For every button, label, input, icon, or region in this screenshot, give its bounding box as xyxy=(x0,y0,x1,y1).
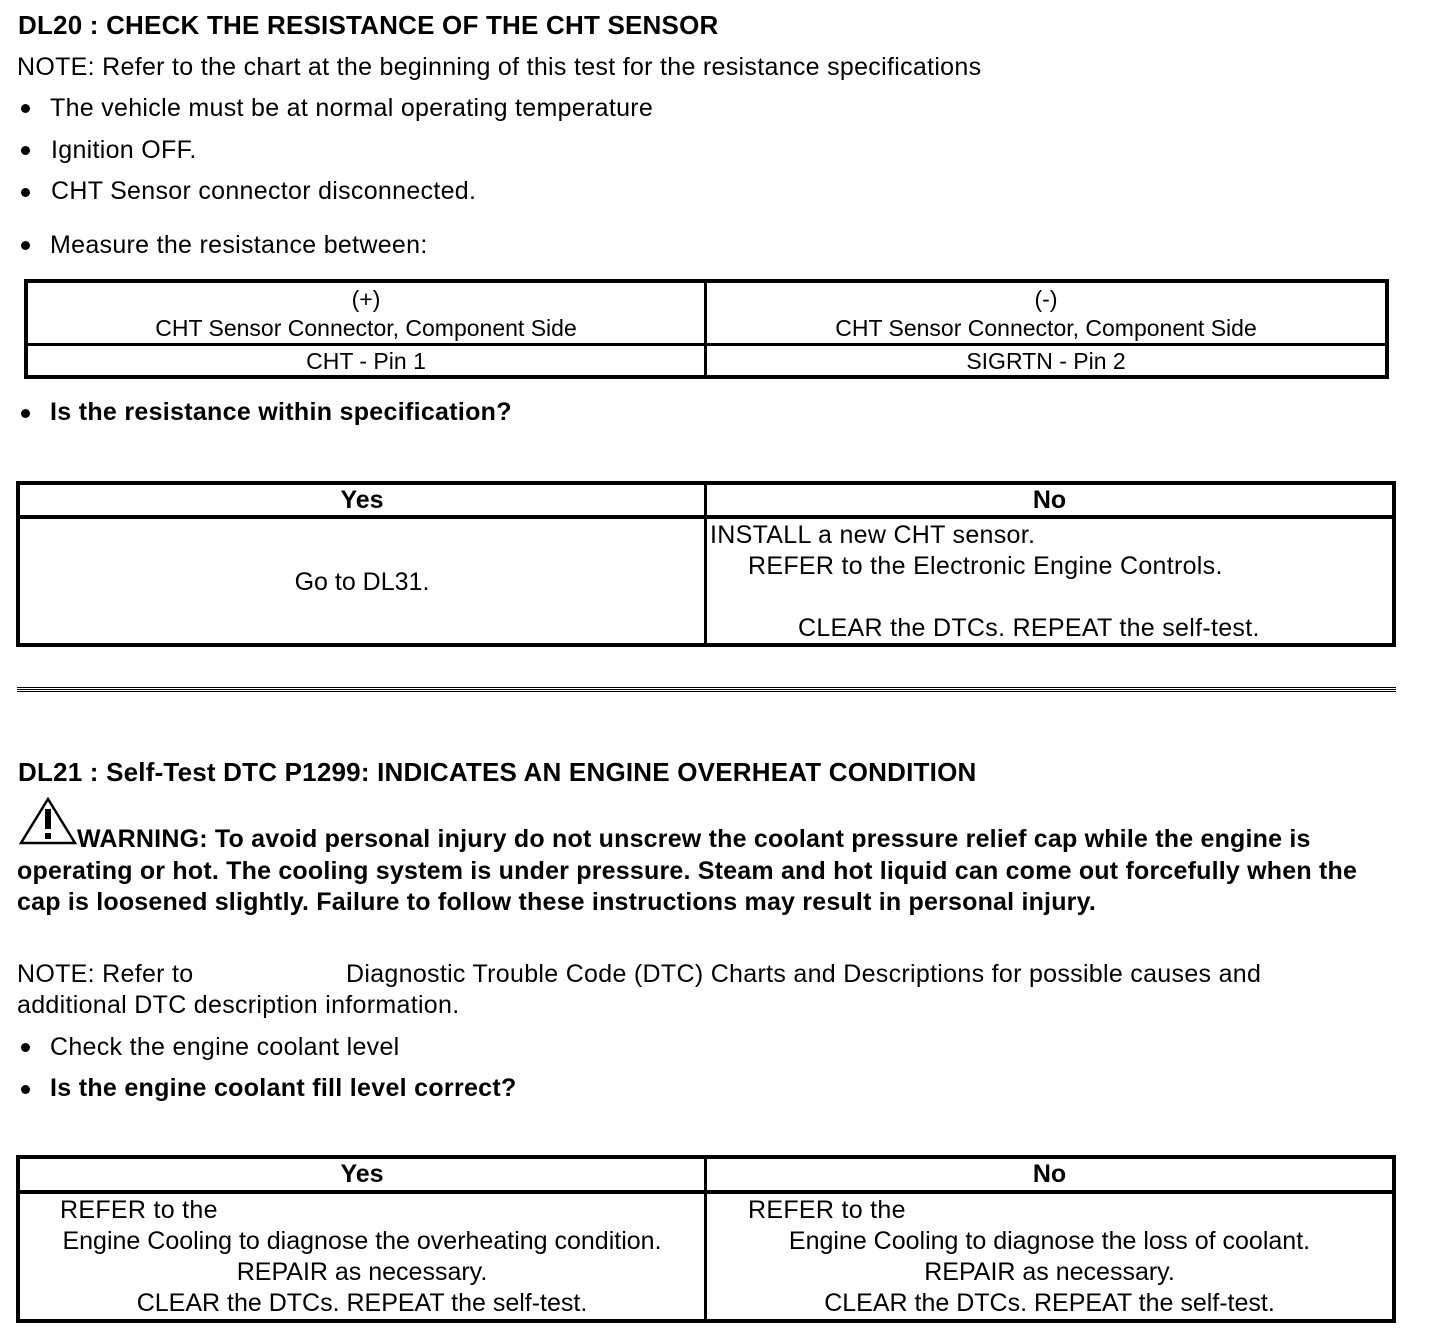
bullet-icon xyxy=(21,188,30,197)
dl21-note-line-2: additional DTC description information. xyxy=(17,991,460,1019)
dl20-bullet-2: Ignition OFF. xyxy=(51,136,197,164)
plus-symbol: (+) xyxy=(351,286,381,312)
no-result-line-3: CLEAR the DTCs. REPEAT the self-test. xyxy=(798,614,1260,642)
minus-header: CHT Sensor Connector, Component Side xyxy=(835,315,1257,341)
bullet-icon xyxy=(21,146,30,155)
yes-result-line-1: REFER to the xyxy=(60,1196,218,1224)
no-result-line-4: CLEAR the DTCs. REPEAT the self-test. xyxy=(824,1289,1275,1317)
dl20-title: DL20 : CHECK THE RESISTANCE OF THE CHT SENSOR xyxy=(18,10,719,40)
no-header: No xyxy=(1032,486,1067,514)
no-result-line-1: INSTALL a new CHT sensor. xyxy=(710,521,1036,549)
bullet-icon xyxy=(21,104,30,113)
dl21-note-part-2: Diagnostic Trouble Code (DTC) Charts and Descriptions for possible causes and xyxy=(346,960,1262,988)
dl20-bullet-4: Measure the resistance between: xyxy=(50,231,428,259)
dl20-question: Is the resistance within specification? xyxy=(50,398,512,426)
bullet-icon xyxy=(21,1085,30,1094)
minus-value: SIGRTN - Pin 2 xyxy=(966,348,1126,374)
dl20-bullet-1: The vehicle must be at normal operating temperature xyxy=(50,94,654,122)
yes-result-line-2: Engine Cooling to diagnose the overheating condition. xyxy=(62,1227,662,1255)
dl21-question: Is the engine coolant fill level correct? xyxy=(50,1074,517,1102)
dl20-bullet-3: CHT Sensor connector disconnected. xyxy=(51,177,477,205)
plus-value: CHT - Pin 1 xyxy=(306,348,426,374)
yes-result-line-4: CLEAR the DTCs. REPEAT the self-test. xyxy=(136,1289,588,1317)
bullet-icon xyxy=(21,409,30,418)
plus-header: CHT Sensor Connector, Component Side xyxy=(155,315,577,341)
no-header: No xyxy=(1032,1160,1067,1188)
section-divider xyxy=(17,687,1396,693)
dl21-warning: WARNING: To avoid personal injury do not unscrew the coolant pressure relief cap while the engine is operating or hot. The cooling system is under pressure. Steam and hot liquid can come out forcefully when the cap is loosened slightly. Failure to follow these instructions may result in personal injury. xyxy=(17,825,1358,916)
yes-result: Go to DL31. xyxy=(294,568,430,596)
yes-result-line-3: REPAIR as necessary. xyxy=(236,1258,488,1286)
dl21-title: DL21 : Self-Test DTC P1299: INDICATES AN ENGINE OVERHEAT CONDITION xyxy=(18,757,977,787)
no-result-line-2: Engine Cooling to diagnose the loss of coolant. xyxy=(788,1227,1311,1255)
dl21-note-part-1: NOTE: Refer to xyxy=(17,960,194,988)
no-result-line-3: REPAIR as necessary. xyxy=(924,1258,1175,1286)
no-result-line-1: REFER to the xyxy=(748,1196,906,1224)
dl20-note: NOTE: Refer to the chart at the beginning of this test for the resistance specifications xyxy=(17,53,982,81)
minus-symbol: (-) xyxy=(1034,286,1058,312)
yes-header: Yes xyxy=(340,486,384,514)
bullet-icon xyxy=(21,241,30,250)
yes-header: Yes xyxy=(340,1160,384,1188)
dl21-bullet: Check the engine coolant level xyxy=(50,1033,400,1061)
no-result-line-2: REFER to the Electronic Engine Controls. xyxy=(748,552,1223,580)
bullet-icon xyxy=(21,1043,30,1052)
